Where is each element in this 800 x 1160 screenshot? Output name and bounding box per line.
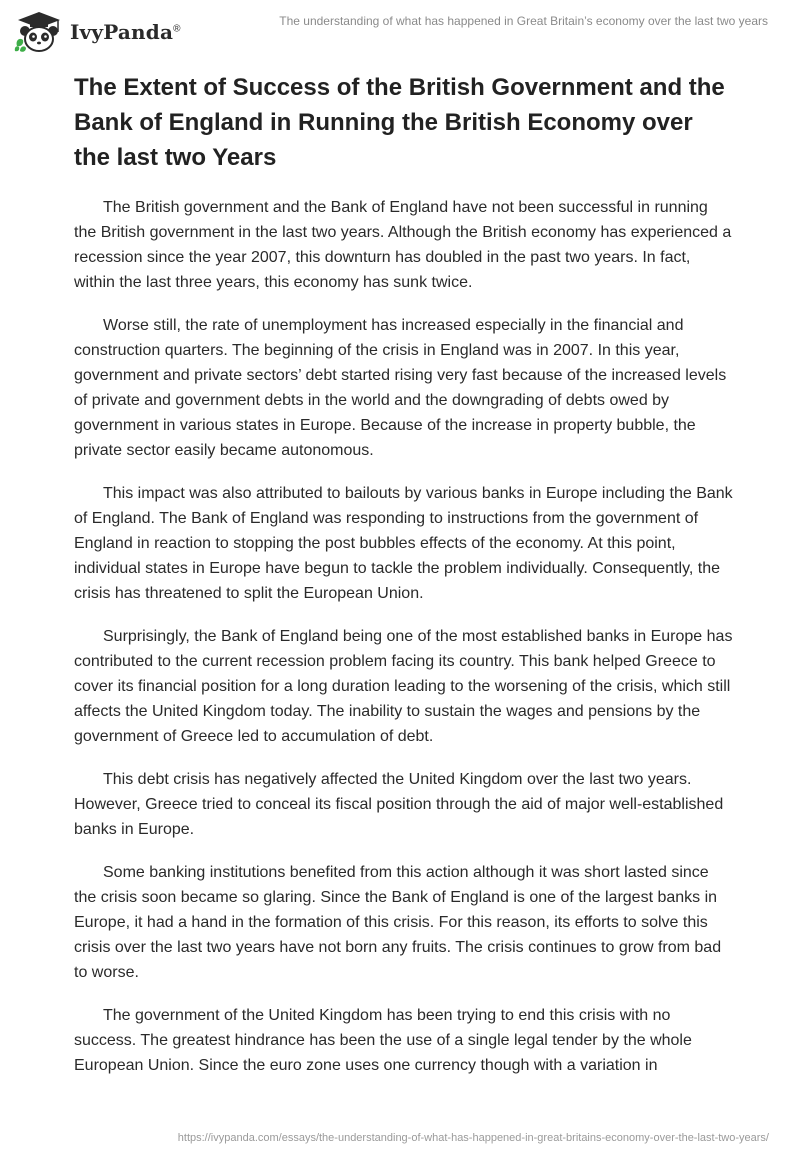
article-paragraph: Surprisingly, the Bank of England being one of the most established banks in Europe has contributed to the current recession problem facing its country. This bank helped Greece to cover its financial position for a long duration leading to the worsening of the crisis, which still affects the United Kingdom today. The inability to sustain the wages and pensions by the government of Greece led to accumulation of debt. xyxy=(74,628,733,745)
article-paragraph: The government of the United Kingdom has been trying to end this crisis with no success. The greatest hindrance has been the use of a single legal tender by the whole European Union. Since the euro zone uses one currency though with a variation in xyxy=(74,1007,692,1074)
article-paragraph: Worse still, the rate of unemployment has increased especially in the financial and construction quarters. The beginning of the crisis in England was in 2007. In this year, government and private sectors’ debt started rising very fast because of the increased levels of private and government debts in the world and the downgrading of debts owed by government in various states in Europe. Because of the increase in property bubble, the private sector easily became autonomous. xyxy=(74,317,727,459)
article-paragraph: This impact was also attributed to bailouts by various banks in Europe including the Bank of England. The Bank of England was responding to instructions from the government of England in reaction to stopping the post bubbles effects of the economy. At this point, individual states in Europe have begun to tackle the problem individually. Consequently, the crisis has threatened to split the European Union. xyxy=(74,485,733,602)
article-paragraph: This debt crisis has negatively affected the United Kingdom over the last two years. However, Greece tried to conceal its fiscal position through the aid of major well-established banks in Europe. xyxy=(74,771,724,838)
logo-text: IvyPanda® xyxy=(70,20,181,44)
article-content xyxy=(74,70,734,1096)
article-paragraph: Some banking institutions benefited from this action although it was short lasted since the crisis soon became so glaring. Since the Bank of England is one of the largest banks in Europe, it had a hand in the formation of this crisis. For this reason, its efforts to solve this crisis over the last two years have not born any fruits. The crisis continues to grow from bad to worse. xyxy=(74,864,722,981)
panda-graduate-icon xyxy=(14,10,64,54)
ivypanda-logo[interactable] xyxy=(14,10,181,54)
registered-mark: ® xyxy=(173,23,181,35)
page-header xyxy=(0,0,800,60)
document-header-title: The understanding of what has happened in Great Britain’s economy over the last two years xyxy=(279,14,768,28)
article-paragraph: The British government and the Bank of England have not been successful in running the British government in the last two years. Although the British economy has experienced a recession since the year 2007, this downturn has doubled in the past two years. In fact, within the last three years, this economy has sunk twice. xyxy=(74,199,732,291)
source-url[interactable]: https://ivypanda.com/essays/the-understanding-of-what-has-happened-in-great-britains-economy-over-the-last-two-years/ xyxy=(177,1132,769,1144)
page-title: The Extent of Success of the British Government and the Bank of England in Running the British Economy over the last two Years xyxy=(74,74,725,171)
